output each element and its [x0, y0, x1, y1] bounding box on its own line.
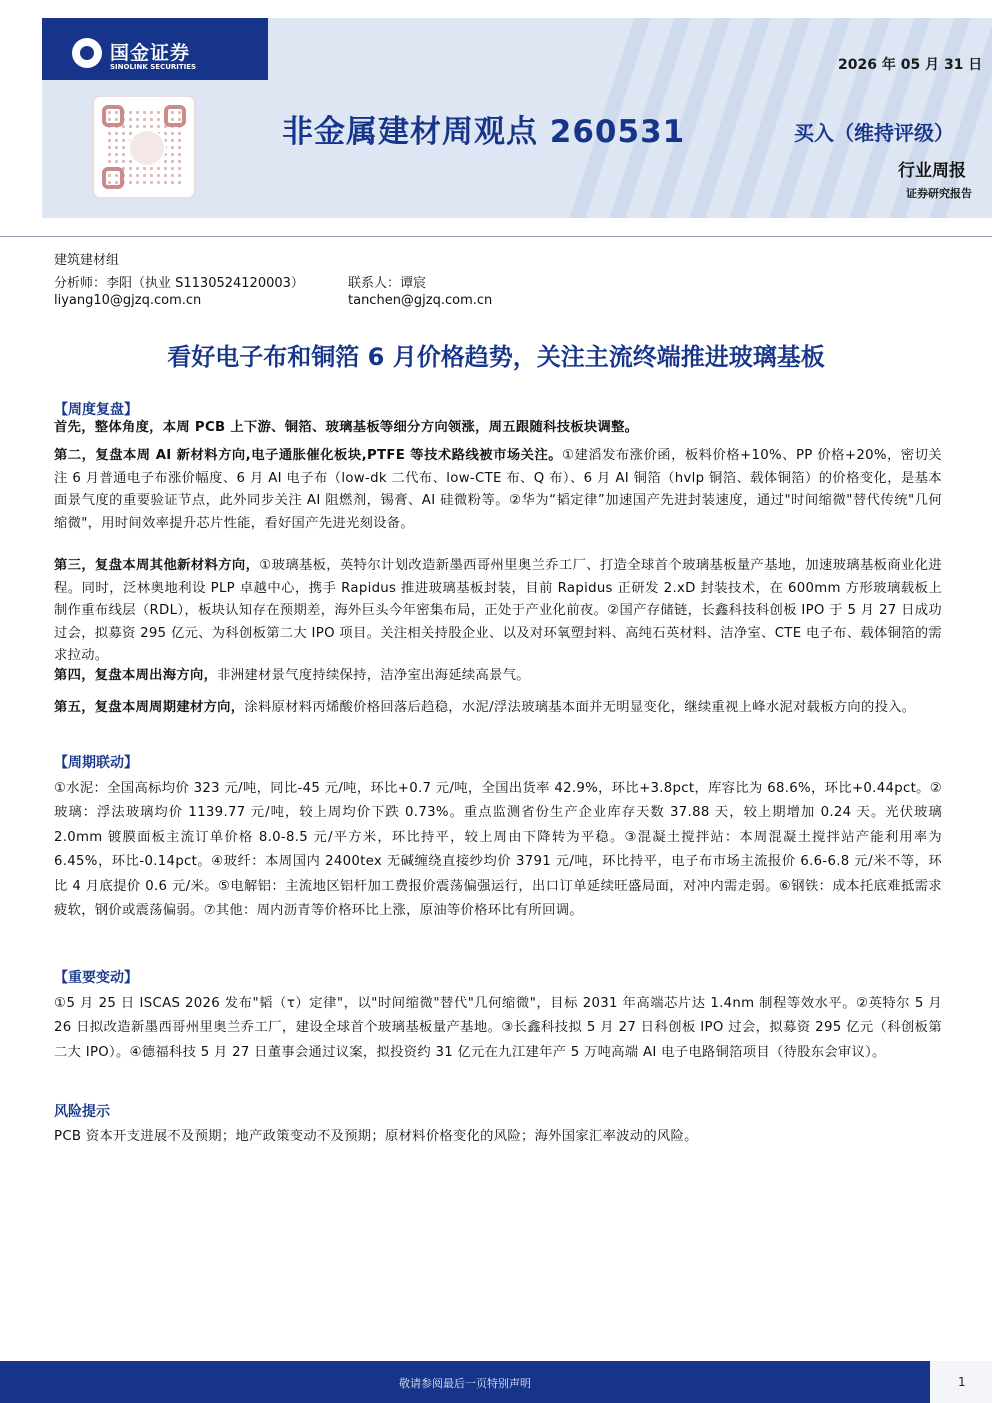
header-stripe: [690, 18, 771, 218]
review-p5-body: 涂料原材料丙烯酸价格回落后趋稳，水泥/浮法玻璃基本面并无明显变化，继续重视上峰水泥对载板方向的投入。: [244, 700, 916, 715]
qr-center-logo-icon: [128, 129, 166, 167]
report-type: 行业周报: [898, 161, 966, 181]
header-divider: [0, 236, 992, 237]
analyst-email-link[interactable]: liyang10@gjzq.com.cn: [54, 293, 202, 308]
report-title: 非金属建材周观点 260531: [282, 114, 686, 150]
section-risk-tag: 风险提示: [54, 1104, 110, 1120]
headline: 看好电子布和铜箔 6 月价格趋势，关注主流终端推进玻璃基板: [167, 343, 825, 371]
review-p5-lead: 第五，复盘本周周期建材方向，: [54, 700, 245, 715]
review-paragraph-3: [54, 555, 942, 668]
qr-corner: [164, 105, 186, 127]
rating-badge: 买入（维持评级）: [794, 121, 954, 145]
section-changes-tag: 【重要变动】: [54, 970, 138, 986]
logo-cn-text: 国金证券: [110, 42, 191, 64]
review-paragraph-1: 首先，整体角度，本周 PCB 上下游、铜箔、玻璃基板等细分方向领涨，周五跟随科技板块调整。: [54, 420, 639, 435]
logo-en-text: SINOLINK SECURITIES: [110, 63, 197, 71]
review-paragraph-5: [54, 697, 942, 720]
cycle-paragraph: ①水泥：全国高标均价 323 元/吨，同比-45 元/吨，环比+0.7 元/吨，全国出货率 42.9%，环比+3.8pct，库容比为 68.6%，环比+0.44pct。②玻璃：浮法玻璃均价 1139.77 元/吨，较上周均价下跌 0.73%。重点监测省份生产企业库存天数 37.88 天，较上期增加 0.24 天。光伏玻璃 2.0mm 镀膜面板主流订单价格 8.0-8.5 元/平方米，环比持平，较上周由下降转为平稳。③混凝土搅拌站：本周混凝土搅拌站产能利用率为 6.45%，环比-0.14pct。④玻纤：本周国内 2400tex 无碱缠绕直接纱均价 3791 元/吨，环比持平，电子布市场主流报价 6.6-6.8 元/米不等，环比 4 月底提价 0.6 元/米。⑤电解铝：主流地区铝杆加工费报价震荡偏强运行，出口订单延续旺盛局面，对冲内需走弱。⑥钢铁：成本托底难抵需求疲软，钢价或震荡偏弱。⑦其他：周内沥青等价格环比上涨，原油等价格环比有所回调。: [54, 781, 942, 919]
changes-paragraph: ①5 月 25 日 ISCAS 2026 发布"韬（τ）定律"，以"时间缩微"替代"几何缩微"，目标 2031 年高端芯片达 1.4nm 制程等效水平。②英特尔 5 月 26 日拟改造新墨西哥州里奥兰乔工厂，建设全球首个玻璃基板量产基地。③长鑫科技拟 5 月 27 日科创板 IPO 过会，拟募资 295 亿元（科创板第二大 IPO）。④德福科技 5 月 27 日董事会通过议案，拟投资约 31 亿元在九江建年产 5 万吨高端 AI 电子电路铜箔项目（待股东会审议）。: [54, 996, 942, 1060]
review-p3-body: ①玻璃基板，英特尔计划改造新墨西哥州里奥兰乔工厂、打造全球首个玻璃基板量产基地，加速玻璃基板商业化进程。同时，泛林奥地利设 PLP 卓越中心，携手 Rapidus 推进玻璃基板封装，目前 Rapidus 正研发 2.xD 封装技术，在 600mm 方形玻璃载板上制作重布线层（RDL），板块认知存在预期差，海外巨头今年密集布局，正处于产业化前夜。②国产存储链，长鑫科技科创板 IPO 于 5 月 27 日成功过会，拟募资 295 亿元、为科创板第二大 IPO 项目。关注相关持股企业、以及对环氧塑封料、高纯石英材料、洁净室、CTE 电子布、载体铜箔的需求拉动。: [54, 558, 943, 663]
qr-corner: [102, 167, 124, 189]
review-paragraph-4: [54, 665, 942, 688]
logo-mark-icon: [72, 38, 102, 68]
analyst-name: 分析师：李阳（执业 S1130524120003）: [54, 276, 304, 291]
review-p4-body: 非洲建材景气度持续保持，洁净室出海延续高景气。: [217, 668, 530, 683]
analyst-group: 建筑建材组: [54, 253, 120, 268]
review-p2-body: ①建滔发布涨价函，板料价格+10%、PP 价格+20%，密切关注 6 月普通电子布涨价幅度、6 月 AI 电子布（low-dk 二代布、low-CTE 布、Q 布）、6 月 AI 铜箔（hvlp 铜箔、载体铜箔）的价格变化，是基本面景气度的重要验证节点，此外同步关注 AI 阻燃剂，锡膏、AI 硅微粉等。②华为“韬定律”加速国产先进封装速度，通过"时间缩微"替代传统"几何缩微"，用时间效率提升芯片性能，看好国产先进光刻设备。: [54, 448, 943, 531]
review-p4-lead: 第四，复盘本周出海方向，: [54, 668, 218, 683]
contact-name: 联系人：谭宸: [348, 276, 427, 291]
review-paragraph-2: [54, 445, 942, 535]
contact-email-link[interactable]: tanchen@gjzq.com.cn: [348, 293, 493, 308]
section-review-tag: 【周度复盘】: [54, 402, 138, 418]
review-p3-lead: 第三，复盘本周其他新材料方向，: [54, 558, 260, 573]
qr-corner: [102, 105, 124, 127]
review-p2-lead: 第二，复盘本周 AI 新材料方向,电子通胀催化板块,PTFE 等技术路线被市场关注。: [54, 448, 563, 463]
risk-paragraph: PCB 资本开支进展不及预期；地产政策变动不及预期；原材料价格变化的风险；海外国家汇率波动的风险。: [54, 1129, 698, 1144]
report-category: 证券研究报告: [906, 187, 972, 200]
section-cycle-tag: 【周期联动】: [54, 755, 138, 771]
page-number: 1: [958, 1375, 966, 1389]
footer-disclaimer-link[interactable]: 敬请参阅最后一页特别声明: [399, 1377, 531, 1390]
report-date: 2026 年 05 月 31 日: [838, 57, 983, 73]
